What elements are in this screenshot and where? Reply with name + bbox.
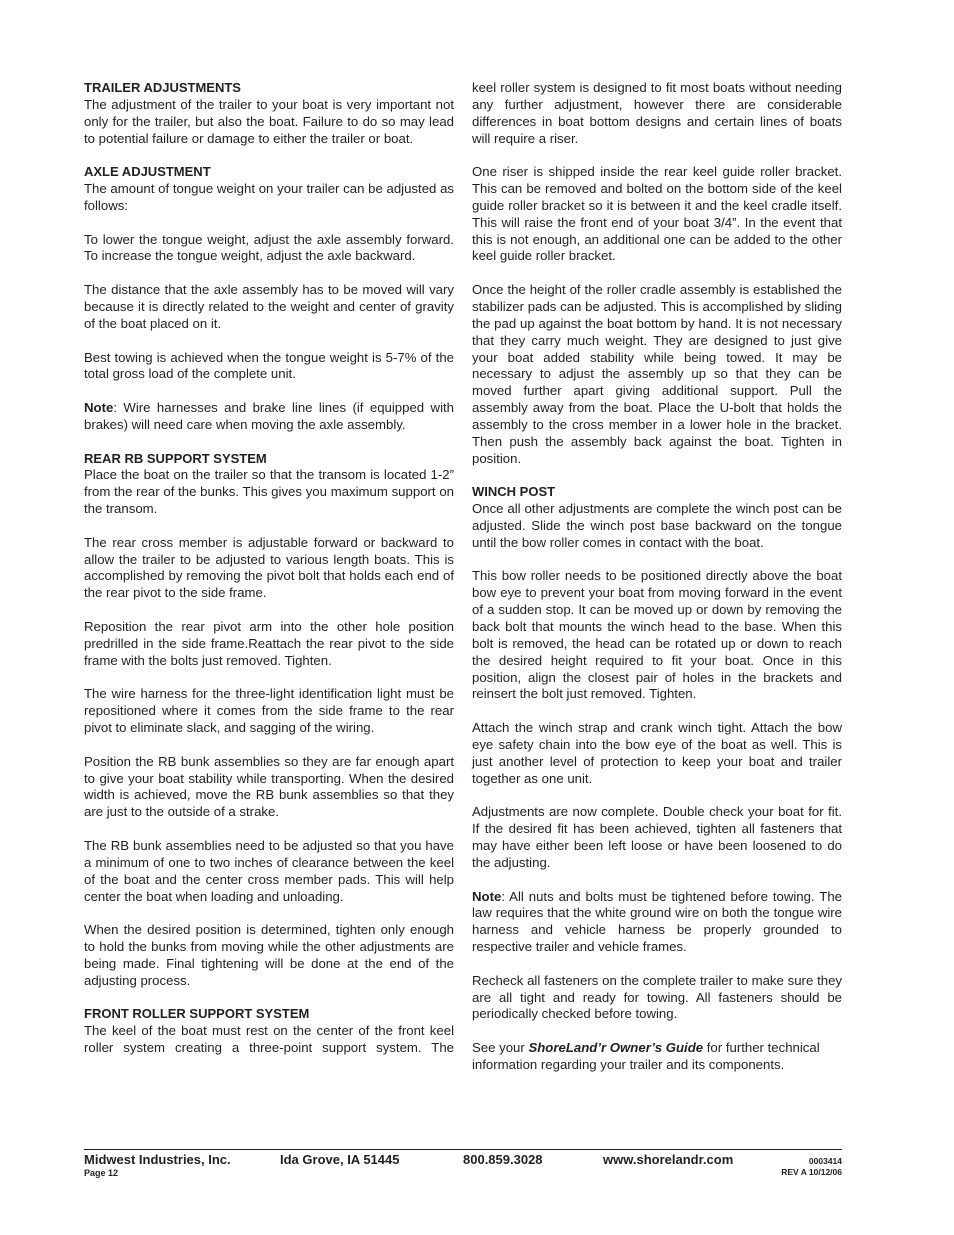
paragraph: The keel of the boat must rest on the center of the front keel roller system creating a three-point support system. The xyxy=(84,1023,454,1056)
paragraph: keel roller system is designed to fit most boats without needing any further adjustment, however there are considerable differences in boat bottom designs and certain lines of boats will require a riser. xyxy=(472,80,842,146)
page-number: Page 12 xyxy=(84,1168,119,1178)
footer-location: Ida Grove, IA 51445 xyxy=(280,1152,400,1167)
left-column xyxy=(84,80,454,1057)
paragraph: The wire harness for the three-light identification light must be repositioned where it comes from the side frame to the rear pivot to eliminate slack, and sagging of the wiring. xyxy=(84,686,454,736)
paragraph: Adjustments are now complete. Double check your boat for fit. If the desired fit has been achieved, tighten all fasteners that may have either been left loose or have been loosened to do the adjusting. xyxy=(472,804,842,870)
note-label: Note xyxy=(472,888,502,904)
guide-text-post: for further technical information regarding your trailer and its components. xyxy=(472,1040,820,1072)
section-heading-front-roller-support: FRONT ROLLER SUPPORT SYSTEM xyxy=(84,1006,310,1022)
paragraph: The rear cross member is adjustable forward or backward to allow the trailer to be adjusted to various length boats. This is accomplished by removing the pivot bolt that holds each end of the rear pivot to the side frame. xyxy=(84,534,454,601)
right-column xyxy=(472,80,842,1091)
guide-text-pre: See your xyxy=(472,1040,529,1056)
note-text: : Wire harnesses and brake line lines (if equipped with brakes) will need care when moving the axle assembly. xyxy=(84,400,454,432)
section-heading-rear-rb-support: REAR RB SUPPORT SYSTEM xyxy=(84,450,267,466)
footer-divider xyxy=(84,1149,842,1150)
revision: REV A 10/12/06 xyxy=(781,1167,842,1177)
document-id xyxy=(781,1156,842,1178)
paragraph: The distance that the axle assembly has to be moved will vary because it is directly related to the weight and center of gravity of the boat placed on it. xyxy=(84,282,454,331)
paragraph: The RB bunk assemblies need to be adjusted so that you have a minimum of one to two inches of clearance between the keel of the boat and the center cross member pads. This will help center the boat when loading and unloading. xyxy=(84,837,454,904)
paragraph: Attach the winch strap and crank winch tight. Attach the bow eye safety chain into the bow eye of the boat as well. This is just another level of protection to keep your boat and trailer together as one unit. xyxy=(472,720,842,786)
paragraph: The adjustment of the trailer to your boat is very important not only for the trailer, but also the boat. Failure to do so may lead to potential failure or damage to either the trailer or boat. xyxy=(84,96,454,146)
paragraph: To lower the tongue weight, adjust the axle assembly forward. To increase the tongue weight, adjust the axle backward. xyxy=(84,231,454,264)
owner-guide-title: ShoreLand’r Owner’s Guide xyxy=(528,1040,704,1056)
footer-phone: 800.859.3028 xyxy=(463,1152,543,1167)
footer-website: www.shorelandr.com xyxy=(603,1152,734,1167)
paragraph: When the desired position is determined, tighten only enough to hold the bunks from moving while the other adjustments are being made. Final tightening will be done at the end of the adjusting process. xyxy=(84,922,454,988)
paragraph: Once all other adjustments are complete the winch post can be adjusted. Slide the winch post base backward on the tongue until the bow roller comes in contact with the boat. xyxy=(472,501,842,550)
section-heading-trailer-adjustments: TRAILER ADJUSTMENTS xyxy=(84,80,241,95)
paragraph: Reposition the rear pivot arm into the other hole position predrilled in the side frame.Reattach the rear pivot to the side frame with the bolts just removed. Tighten. xyxy=(84,619,454,668)
paragraph: This bow roller needs to be positioned directly above the boat bow eye to prevent your boat from moving forward in the event of a sudden stop. It can be moved up or down by removing the back bolt that mounts the winch head to the base. When this bolt is removed, the head can be rotated up or down to reach the desired height required to fit your boat. Once in this position, align the closest pair of holes in the brackets and reinsert the bolt just removed. Tighten. xyxy=(472,568,842,702)
doc-number: 0003414 xyxy=(808,1156,842,1166)
note-text: : All nuts and bolts must be tightened before towing. The law requires that the white ground wire on both the tongue wire harness and vehicle harness be properly grounded to respective trailer and vehicle frames. xyxy=(472,888,842,955)
note-paragraph xyxy=(472,889,842,956)
owner-guide-paragraph xyxy=(472,1040,842,1074)
footer-company: Midwest Industries, Inc. xyxy=(84,1152,231,1167)
section-heading-axle-adjustment: AXLE ADJUSTMENT xyxy=(84,164,211,180)
paragraph: Recheck all fasteners on the complete trailer to make sure they are all tight and ready for towing. All fasteners should be periodically checked before towing. xyxy=(472,972,842,1022)
paragraph: Once the height of the roller cradle assembly is established the stabilizer pads can be adjusted. This is accomplished by sliding the pad up against the boat bottom by hand. It is not necessary that they carry much weight. They are designed to just give your boat added stability while being towed. It may be necessary to adjust the assembly up so that they can be moved further apart giving additional support. Pull the assembly away from the boat. Place the U-bolt that holds the assembly to the cross member in a lower hole in the bracket. Then push the assembly back against the boat. Tighten in position. xyxy=(472,282,842,466)
paragraph: Best towing is achieved when the tongue weight is 5-7% of the total gross load of the complete unit. xyxy=(84,349,454,382)
paragraph: The amount of tongue weight on your trailer can be adjusted as follows: xyxy=(84,181,454,213)
section-heading-winch-post: WINCH POST xyxy=(472,484,556,500)
paragraph: Place the boat on the trailer so that the transom is located 1-2” from the rear of the bunks. This gives you maximum support on the transom. xyxy=(84,467,454,517)
paragraph: One riser is shipped inside the rear keel guide roller bracket. This can be removed and bolted on the bottom side of the keel guide roller bracket so it is between it and the keel cradle itself. This will raise the front end of your boat 3/4”. In the event that this is not enough, an additional one can be added to the other keel guide roller bracket. xyxy=(472,164,842,264)
paragraph: Position the RB bunk assemblies so they are far enough apart to give your boat stability while transporting. When the desired width is achieved, move the RB bunk assemblies so that they are just to the outside of a strake. xyxy=(84,753,454,820)
note-paragraph xyxy=(84,400,454,434)
note-label: Note xyxy=(84,400,114,416)
